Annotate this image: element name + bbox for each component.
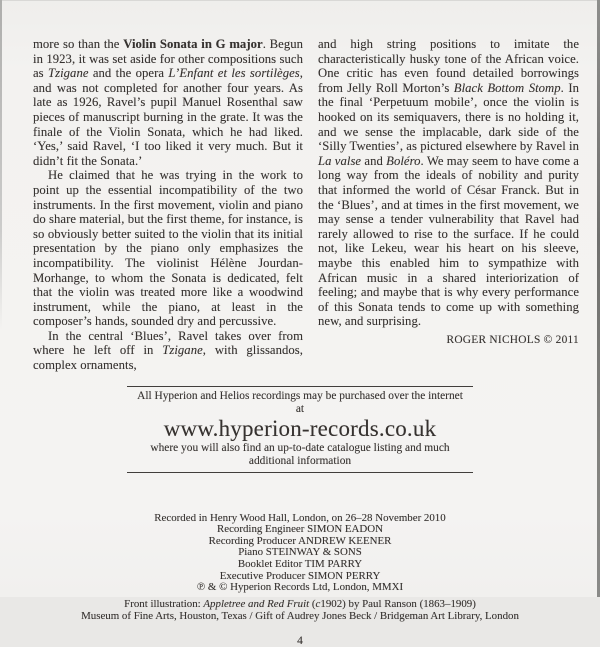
- purchase-info-line2: where you will also find an up-to-date catalogue listing and much additional information: [150, 441, 450, 467]
- credit-line-engineer: Recording Engineer SIMON EADON: [216, 523, 384, 536]
- article-right-column: [318, 37, 579, 373]
- article-paragraph: and high string positions to imitate the characteristically husky tone of the African voice. One critic has even found detailed borrowings from Jelly Roll Morton’s Black Bottom Stomp. In the final ‘Perpetuum mobile’, once the violin is hooked on its semiquavers, there is no holding it, and we sense the implacable, dark side of the ‘Silly Twenties’, as pictured elsewhere by Ravel in La valse and Boléro. We may seem to have come a long way from the ideals of nobility and purity that informed the world of César Franck. But in the ‘Blues’, and at times in the first movement, we may sense a tender vulnerability that Ravel had rarely allowed to rise to the surface. If he could not, like Lekeu, wear his heart on his sleeve, maybe this enabled him to sympathize with African music in a shared interiorization of feeling; and maybe that is why every performance of this Sonata tends to come up with something new, and surprising.: [318, 37, 579, 329]
- scan-edge-top: [0, 0, 600, 1]
- article-paragraph: In the central ‘Blues’, Ravel takes over from where he left off in Tzigane, with glissandos, complex ornaments,: [33, 328, 304, 373]
- article-left-column: [33, 37, 303, 373]
- credit-line-executive-producer: Executive Producer SIMON PERRY: [219, 569, 381, 582]
- scan-edge-left: [0, 0, 2, 330]
- credit-line-copyright: ℗ & © Hyperion Records Ltd, London, MMXI: [196, 581, 404, 594]
- article-paragraph: more so than the Violin Sonata in G major. Begun in 1923, it was set aside for other compositions such as Tzigane and the opera L’Enfant et les sortilèges, and was not completed for another four years. As late as 1926, Ravel’s pupil Manuel Rosenthal saw pieces of manuscript burning in the grate. It was the finale of the Violin Sonata, which he had liked. ‘Yes,’ said Ravel, ‘I too liked it very much. But it didn’t fit the Sonata.’: [33, 37, 304, 168]
- page-number: 4: [297, 635, 303, 647]
- recording-credits: [0, 513, 600, 594]
- illustration-credit-line1: Front illustration: Appletree and Red Fruit (c1902) by Paul Ranson (1863–1909): [124, 597, 476, 610]
- author-byline: ROGER NICHOLS © 2011: [446, 333, 579, 346]
- credit-line-recorded: Recorded in Henry Wood Hall, London, on 26–28 November 2010: [154, 511, 446, 524]
- purchase-info-box: [127, 386, 473, 473]
- illustration-credit-line2: Museum of Fine Arts, Houston, Texas / Gift of Audrey Jones Beck / Bridgeman Art Library, London: [81, 610, 519, 623]
- credit-line-booklet-editor: Booklet Editor TIM PARRY: [237, 558, 363, 571]
- purchase-info-line1: All Hyperion and Helios recordings may be purchased over the internet at: [137, 389, 463, 415]
- credit-line-piano: Piano STEINWAY & SONS: [238, 546, 362, 559]
- hyperion-url: www.hyperion-records.co.uk: [163, 415, 437, 441]
- credit-line-producer: Recording Producer ANDREW KEENER: [208, 534, 392, 547]
- illustration-credit: [0, 598, 600, 623]
- article-paragraph: He claimed that he was trying in the work to point up the essential incompatibility of the two instruments. In the first movement, violin and piano do share material, but the first theme, for instance, is so obviously better suited to the violin that its initial presentation by the piano only emphasizes the incompatibility. The violinist Hélène Jourdan-Morhange, to whom the Sonata is dedicated, felt that the violin was treated more like a woodwind instrument, while the piano, at least in the composer’s hands, sounded dry and percussive.: [33, 168, 303, 329]
